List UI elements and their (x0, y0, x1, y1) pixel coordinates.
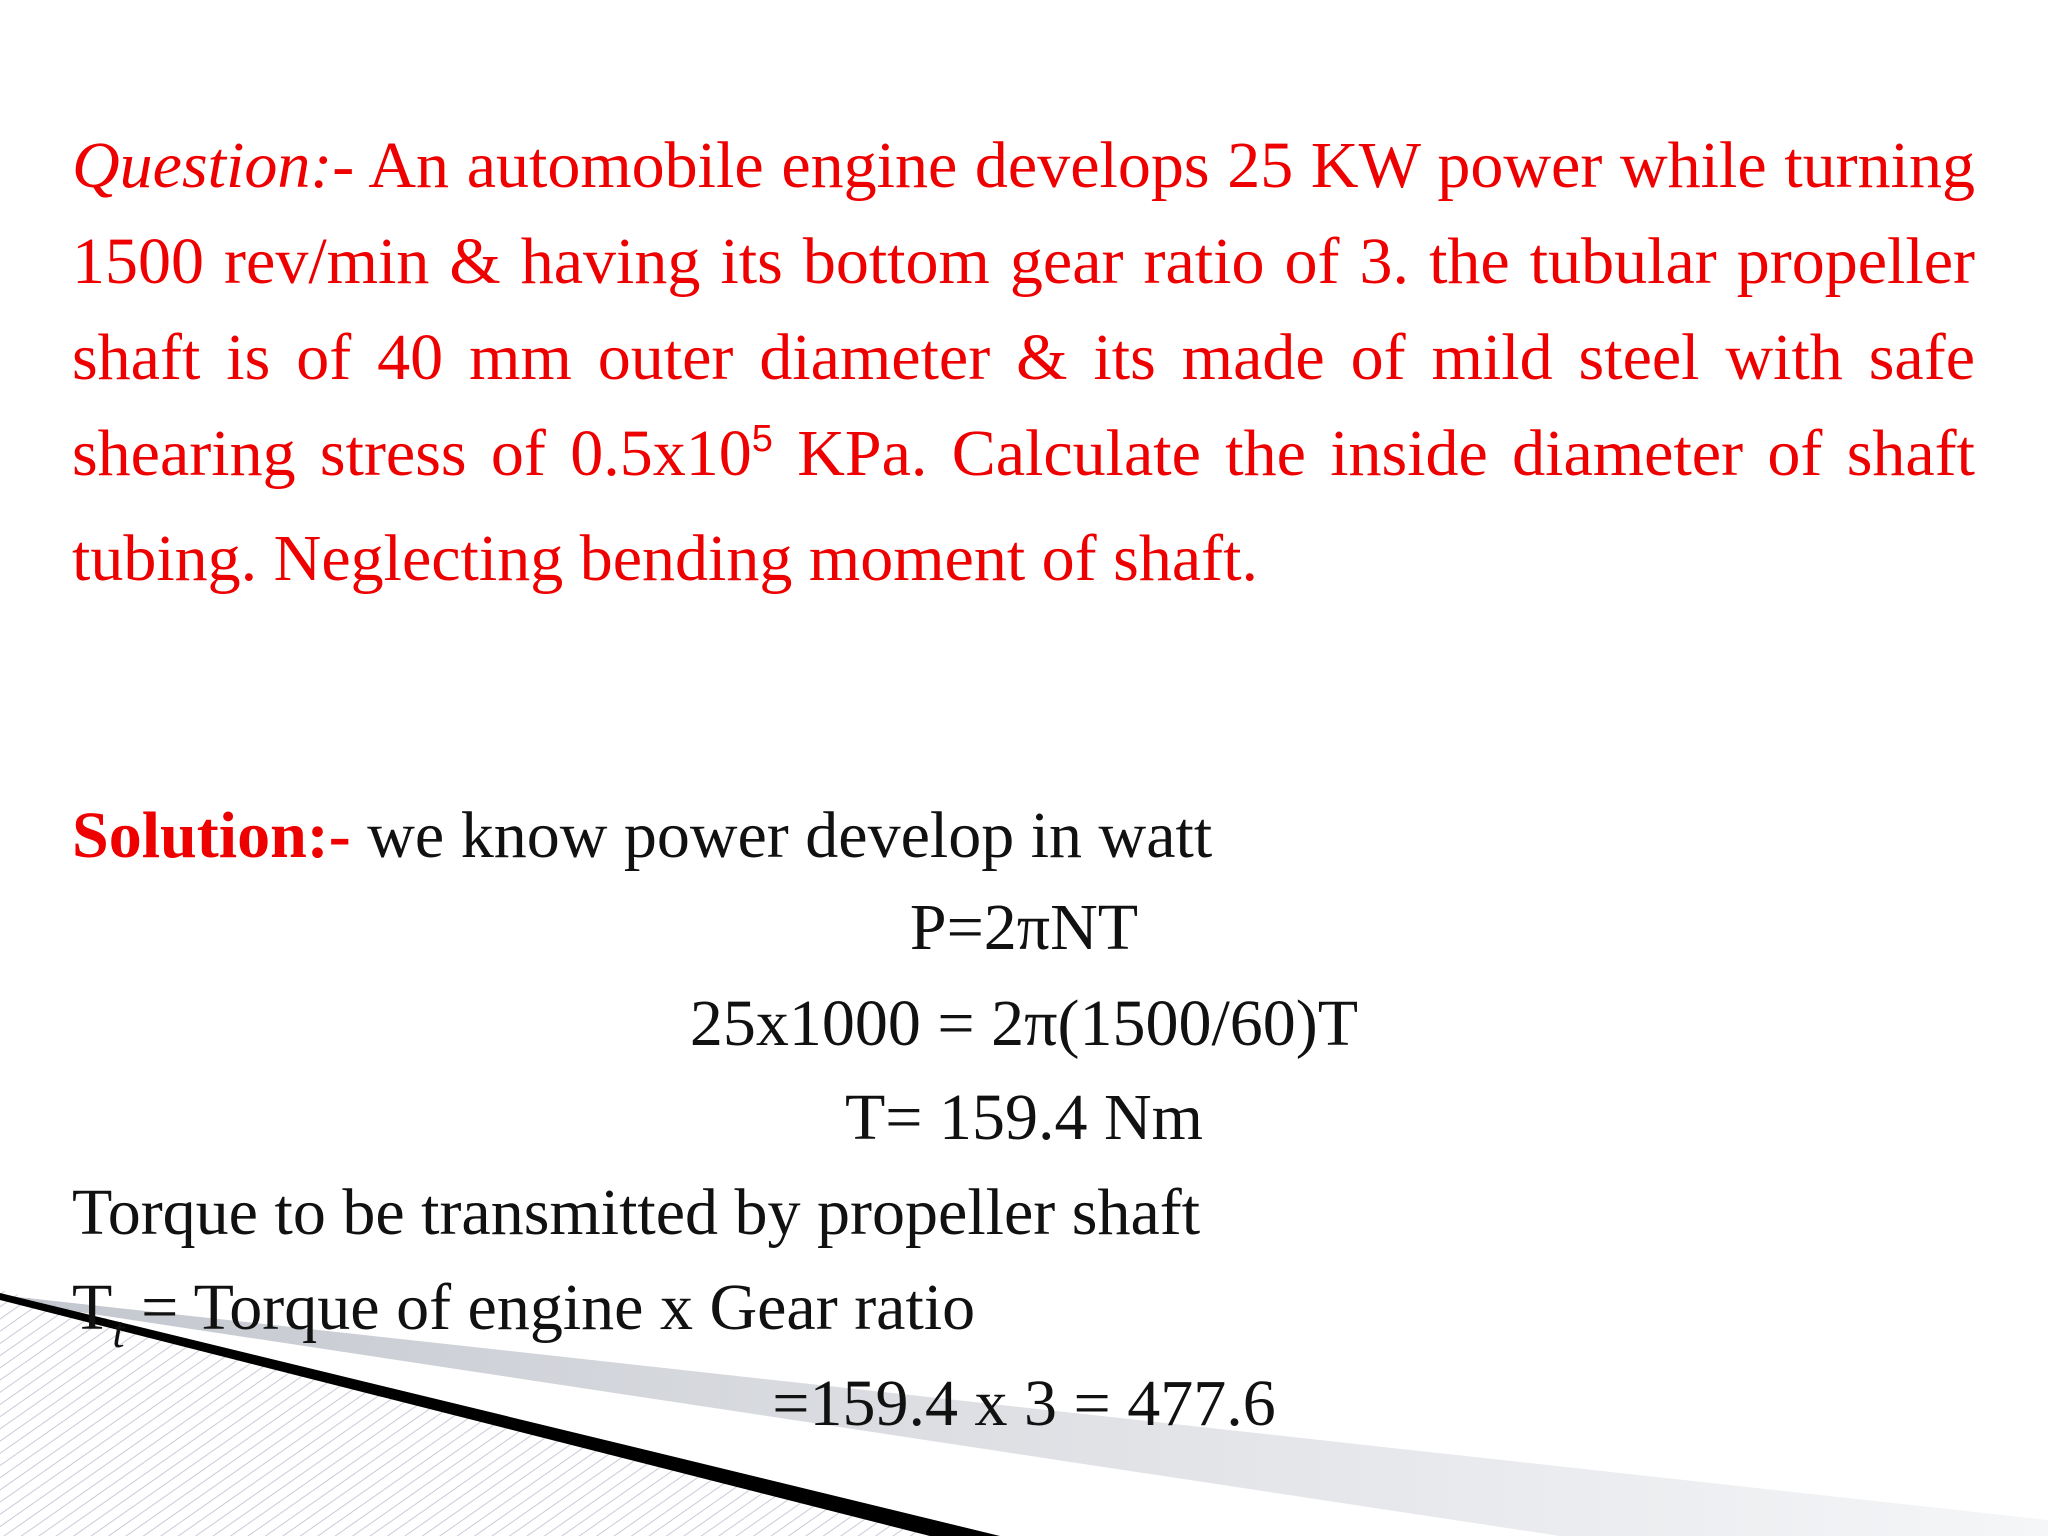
equation-power: P=2πNT (909, 891, 1139, 964)
tt-subscript: t (112, 1308, 125, 1357)
equation-final-torque: =159.4 x 3 = 477.6 (772, 1367, 1276, 1440)
transmitted-torque-formula (72, 1260, 975, 1363)
question-text-part2: KPa. Calculate the inside diameter of shaft tubing. Neglecting bending moment of shaft. (72, 417, 1975, 595)
tt-definition: = Torque of engine x Gear ratio (124, 1271, 976, 1344)
equation-substitution: 25x1000 = 2π(1500/60)T (689, 987, 1359, 1060)
tt-symbol: T (72, 1271, 113, 1344)
question-paragraph (72, 118, 1975, 607)
torque-transmitted-line: Torque to be transmitted by propeller shaft (72, 1176, 1201, 1249)
solution-intro-line (72, 788, 1212, 884)
question-label: Question:- (72, 129, 355, 202)
solution-intro: we know power develop in watt (350, 799, 1213, 872)
question-exponent: 5 (751, 418, 773, 460)
solution-label: Solution:- (72, 799, 351, 872)
equation-torque-result: T= 159.4 Nm (844, 1081, 1204, 1154)
question-text-part1: An automobile engine develops 25 KW power while turning 1500 rev/min & having its bottom gear ratio of 3. the tubular propeller shaft is of 40 mm outer diameter & its made of mild steel with safe shearing stress of 0.5x10 (72, 129, 1975, 490)
